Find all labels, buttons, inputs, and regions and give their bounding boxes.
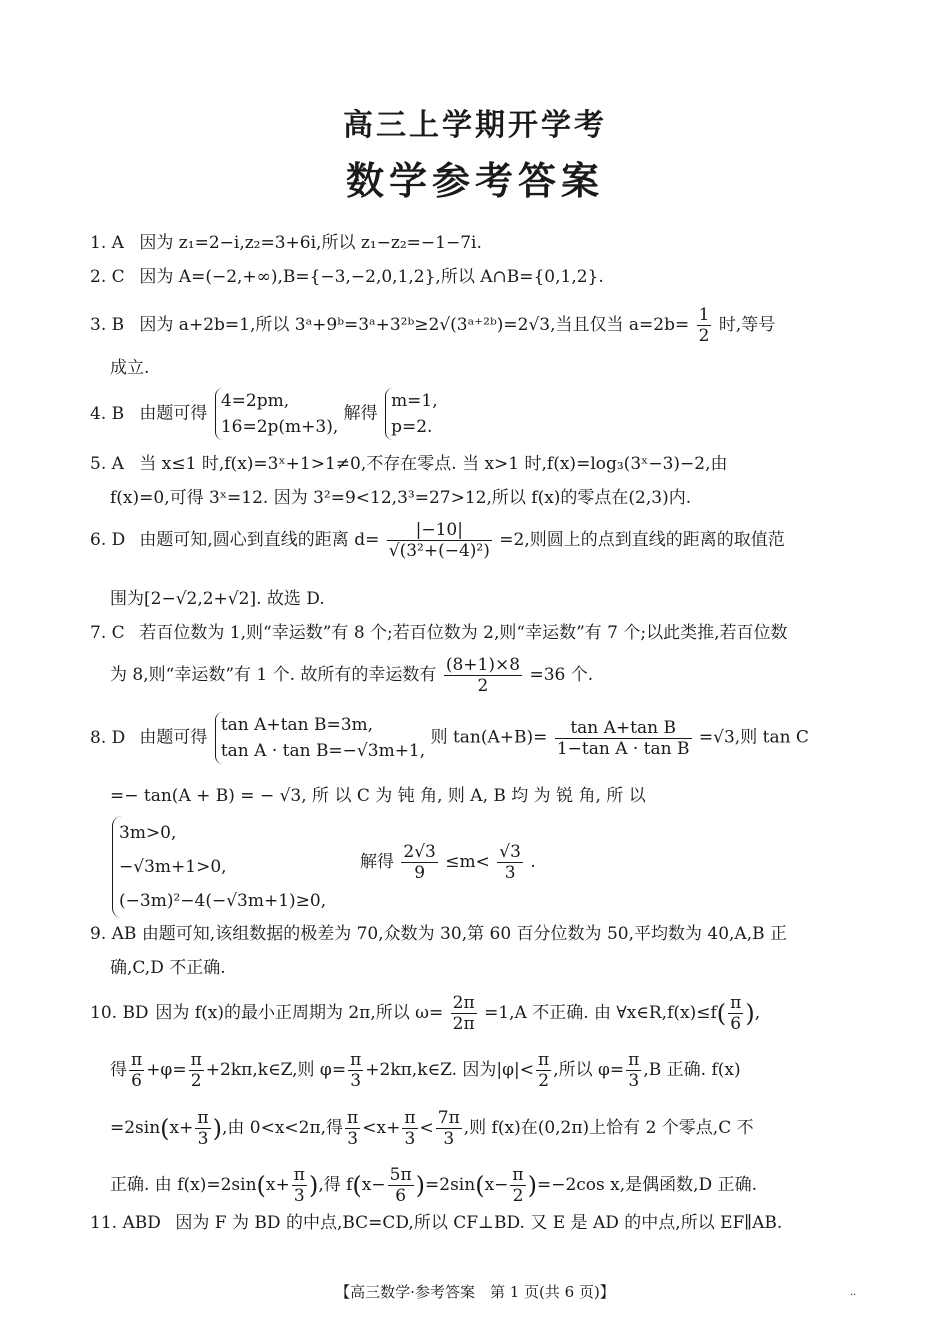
equation-system [215,712,425,764]
answer-text: =1,A 不正确. 由 ∀x∈R,f(x)≤f [484,1003,717,1023]
answer-5 [90,452,728,476]
answer-11 [90,1211,782,1235]
answer-label: 6. D [90,530,126,550]
fraction [497,842,523,883]
answer-text: =2,则圆上的点到直线的距离的取值范 [499,530,785,550]
answer-text: =36 个. [529,665,594,685]
equation-system [385,388,438,440]
fraction [129,1050,144,1091]
answer-label: 4. B [90,403,125,424]
answer-text: =−2cos x,是偶函数,D 正确. [536,1175,757,1195]
equation: p=2. [391,417,433,437]
answer-2 [90,265,604,289]
answer-text: x+ [169,1118,194,1138]
answer-9-continued: 确,C,D 不正确. [110,958,226,978]
fraction-denominator: 9 [414,863,426,883]
fraction [195,1108,210,1149]
fraction-denominator: 2 [538,1071,550,1091]
fraction-numerator: √3 [499,842,521,862]
fraction-numerator: 7π [437,1108,460,1128]
answer-text: < [419,1118,434,1138]
fraction-denominator: 6 [131,1071,142,1091]
answer-label: 9. AB [90,924,137,944]
fraction-numerator: π [538,1050,550,1070]
equation: 4=2pm, [220,391,290,411]
fraction-numerator: |−10| [387,520,492,541]
equation: m=1, [391,391,438,411]
fraction-numerator: π [404,1108,416,1128]
answer-text: 由题可知,圆心到直线的距离 d= [139,530,380,550]
fraction-numerator: π [730,993,742,1013]
fraction-denominator: 6 [730,1014,742,1034]
answer-text: 时,等号 [718,315,776,335]
answer-6-continued: 围为[2−√2,2+√2]. 故选 D. [110,589,325,609]
fraction-denominator: 2 [190,1071,202,1091]
fraction [510,1165,525,1206]
answer-label: 3. B [90,315,125,335]
fraction-numerator: (8+1)×8 [445,655,521,675]
answer-text: +φ= [146,1060,187,1080]
answer-text: ≤m< [445,852,490,872]
fraction-numerator: π [293,1165,305,1185]
fraction [555,718,692,759]
answer-text: ,B 正确. f(x) [643,1060,741,1080]
page-mark: ·· [850,1290,857,1301]
answer-8-continued: =− tan(A + B) = − √3, 所 以 C 为 钝 角, 则 A, B 均 为 锐 角, 所 以 [110,786,646,806]
answer-text: 因为 A=(−2,+∞),B={−3,−2,0,1,2},所以 A∩B={0,1,2}. [139,267,604,287]
inequality: 3m>0, [119,823,177,843]
answer-text: x− [361,1175,386,1195]
answer-10-line2 [110,1050,741,1091]
answer-9 [90,922,787,946]
answer-1 [90,231,482,255]
answer-3-continued: 成立. [110,358,150,378]
equation: 16=2p(m+3), [220,417,339,437]
answer-text: 因为 a+2b=1,所以 3ᵃ+9ᵇ=3ᵃ+3²ᵇ≥2√(3ᵃ⁺²ᵇ)=2√3,当且仅当 a=2b= [139,315,690,335]
fraction [697,305,712,346]
fraction-denominator: 3 [628,1071,640,1091]
fraction-numerator: 5π [389,1165,412,1185]
fraction-numerator: π [628,1050,640,1070]
answer-text: =2sin [110,1118,161,1138]
answer-text: 因为 f(x)的最小正周期为 2π,所以 ω= [155,1003,444,1023]
fraction-numerator: 1 [698,305,710,325]
fraction-denominator: 2 [698,326,710,346]
fraction [189,1050,204,1091]
fraction [388,1165,414,1206]
answer-4 [90,388,438,440]
fraction-denominator: 3 [404,1129,416,1149]
answer-text: 因为 F 为 BD 的中点,BC=CD,所以 CF⊥BD. 又 E 是 AD 的中点,所以 EF∥AB. [175,1213,783,1233]
answer-text: 解得 [343,403,378,424]
answer-6 [90,520,785,561]
answer-text: 由题可得 [139,403,208,424]
fraction-denominator: 2 [512,1186,524,1206]
answer-text: =2sin [425,1175,476,1195]
fraction [451,993,477,1034]
fraction-denominator: 2 [477,676,489,696]
answer-text: 由题可得 [139,727,208,748]
answer-text: ,所以 φ= [553,1060,625,1080]
answer-text: 解得 [360,852,394,872]
fraction-denominator: 2π [452,1014,475,1034]
document-title: 高三上学期开学考 [343,108,607,143]
fraction [626,1050,641,1091]
fraction [536,1050,551,1091]
answer-3 [90,305,775,346]
fraction [348,1050,363,1091]
answer-text: +2kπ,k∈Z. 因为|φ|< [365,1060,535,1080]
document-subtitle: 数学参考答案 [345,158,604,203]
fraction-denominator: 3 [293,1186,305,1206]
answer-text: x− [484,1175,509,1195]
answer-text: 正确. 由 f(x)=2sin [110,1175,257,1195]
answer-5-continued: f(x)=0,可得 3ˣ=12. 因为 3²=9<12,3³=27>12,所以 f(x)的零点在(2,3)内. [110,488,692,508]
fraction-denominator: 6 [395,1186,407,1206]
fraction-numerator: tan A+tan B [555,718,692,739]
answer-10-line4: 正确. 由 f(x)=2sin(x+ $\frac{\pi}{3}$ ),得 f(x− $\frac{5\pi}{6}$ )=2sin(x− $\frac{\pi}{2}$ )=−2cos x,是偶函数,D 正确. [110,1165,757,1206]
answer-label: 11. ABD [90,1213,161,1233]
answer-text: +2kπ,k∈Z,则 φ= [205,1060,347,1080]
fraction [728,993,743,1034]
answer-text: 由题可知,该组数据的极差为 70,众数为 30,第 60 百分位数为 50,平均数为 40,A,B 正 [141,924,787,944]
fraction [345,1108,360,1149]
answer-10: 10. BD 因为 f(x)的最小正周期为 2π,所以 ω= $\frac{2\pi}{2\pi}$ =1,A 不正确. 由 ∀x∈R,f(x)≤f( $\frac{\pi}{6}$ ), [90,993,761,1034]
fraction-numerator: π [347,1108,359,1128]
answer-text: 得 [110,1060,127,1080]
equation: tan A+tan B=3m, [220,715,374,735]
answer-text: 因为 z₁=2−i,z₂=3+6i,所以 z₁−z₂=−1−7i. [139,233,482,253]
answer-8 [90,712,809,764]
fraction [436,1108,462,1149]
answer-10-line3: =2sin(x+ $\frac{\pi}{3}$ ),由 0<x<2π,得 $\frac{\pi}{3}$ <x+ $\frac{\pi}{3}$ < $\frac{7\pi}{3}$ ,则 f(x)在(0,2π)上恰有 2 个零点,C 不 [110,1108,754,1149]
answer-label: 5. A [90,454,124,474]
fraction-denominator: 3 [443,1129,455,1149]
fraction-denominator: 3 [197,1129,209,1149]
answer-text: ,由 0<x<2π,得 [221,1118,344,1138]
fraction [387,520,492,561]
fraction-numerator: π [350,1050,362,1070]
answer-7-continued [110,655,593,696]
answer-text: ,则 f(x)在(0,2π)上恰有 2 个零点,C 不 [463,1118,754,1138]
answer-7 [90,621,788,645]
answer-text: 当 x≤1 时,f(x)=3ˣ+1>1≠0,不存在零点. 当 x>1 时,f(x)=log₃(3ˣ−3)−2,由 [139,454,728,474]
answer-label: 7. C [90,623,125,643]
answer-label: 1. A [90,233,124,253]
answer-8-solution [360,842,536,883]
fraction-denominator: √(3²+(−4)²) [388,541,490,561]
answer-text: , [754,1003,761,1023]
equation-system [215,388,338,440]
fraction-numerator: 2√3 [403,842,436,862]
answer-text: . [530,852,536,872]
equation: tan A · tan B=−√3m+1, [220,741,426,761]
fraction-numerator: π [197,1108,209,1128]
answer-text: =√3,则 tan C [698,727,809,748]
answer-text: 则 tan(A+B)= [430,727,548,748]
answer-text: 若百位数为 1,则“幸运数”有 8 个;若百位数为 2,则“幸运数”有 7 个;以此类推,若百位数 [139,623,788,643]
fraction [402,1108,417,1149]
fraction-numerator: π [512,1165,524,1185]
fraction [444,655,522,696]
inequality: (−3m)²−4(−√3m+1)≥0, [119,891,327,911]
inequality: −√3m+1>0, [119,857,227,877]
fraction-numerator: π [190,1050,202,1070]
answer-label: 10. BD [90,1003,149,1023]
page-footer: 【高三数学·参考答案 第 1 页(共 6 页)】 [335,1283,615,1301]
fraction [401,842,437,883]
fraction-numerator: π [131,1050,143,1070]
answer-label: 2. C [90,267,125,287]
fraction-denominator: 3 [347,1129,359,1149]
fraction-numerator: 2π [452,993,475,1013]
inequality-system [112,816,326,918]
answer-label: 8. D [90,727,126,748]
answer-text: <x+ [362,1118,401,1138]
answer-text: ,得 f [318,1175,353,1195]
fraction [292,1165,307,1206]
fraction-denominator: 1−tan A · tan B [556,738,690,759]
answer-text: 为 8,则“幸运数”有 1 个. 故所有的幸运数有 [110,665,437,685]
fraction-denominator: 3 [504,863,516,883]
answer-text: x+ [265,1175,290,1195]
fraction-denominator: 3 [350,1071,362,1091]
